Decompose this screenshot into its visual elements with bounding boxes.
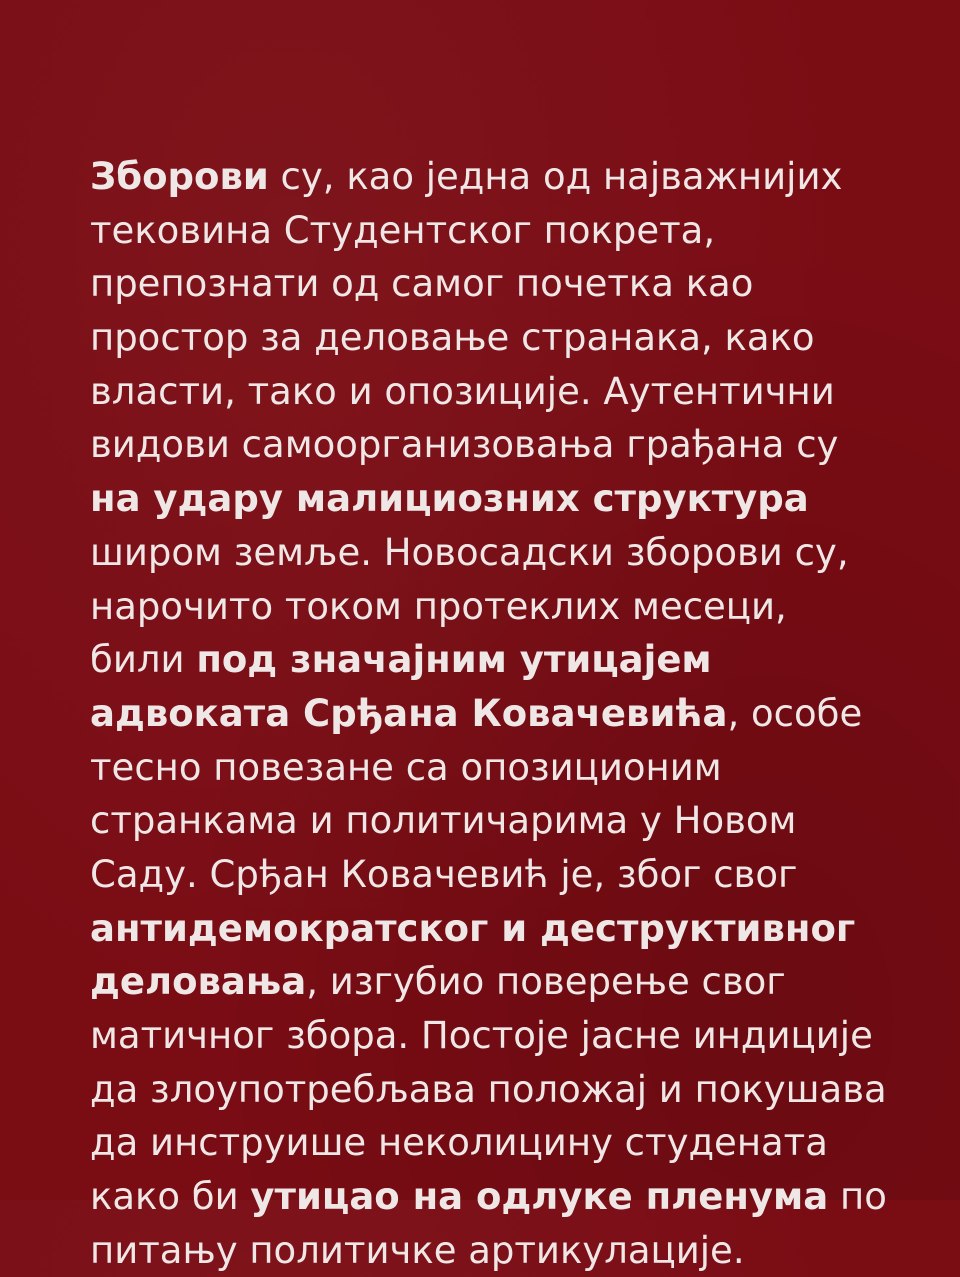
paragraph-line	[90, 365, 890, 419]
emphasized-text: утицао на одлуке пленума	[250, 1175, 829, 1219]
emphasized-text: адвоката Срђана Ковачевића	[90, 691, 728, 735]
body-text: питању политичке артикулације.	[90, 1228, 745, 1272]
emphasized-text: деловања	[90, 960, 307, 1004]
body-text: простор за деловање странака, како	[90, 316, 815, 360]
body-text: широм земље. Новосадски зборови су,	[90, 530, 849, 574]
body-text: видови самоорганизовања грађана су	[90, 423, 839, 467]
body-text: да злоупотребљава положај и покушава	[90, 1067, 887, 1111]
paragraph-line	[90, 1116, 890, 1170]
paragraph-line	[90, 794, 890, 848]
paragraph-line	[90, 1224, 890, 1277]
body-text: власти, тако и опозиције. Аутентични	[90, 369, 835, 413]
body-text: по	[828, 1175, 887, 1219]
emphasized-text: под значајним утицајем	[196, 638, 712, 682]
body-text: како би	[90, 1175, 251, 1219]
body-text: тесно повезане са опозиционим	[90, 745, 722, 789]
body-text: препознати од самог почетка као	[90, 262, 754, 306]
paragraph-line	[90, 311, 890, 365]
paragraph-line	[90, 526, 890, 580]
paragraph-line	[90, 472, 890, 526]
paragraph-line	[90, 848, 890, 902]
emphasized-text: антидемократског и деструктивног	[90, 906, 856, 950]
body-text: тековина Студентског покрета,	[90, 208, 716, 252]
body-text: матичног збора. Постоје јасне индиције	[90, 1014, 873, 1057]
body-text: Саду. Срђан Ковачевић је, због свог	[90, 852, 798, 896]
statement-paragraph	[90, 150, 890, 1277]
paragraph-line	[90, 257, 890, 311]
paragraph-line	[90, 633, 890, 687]
paragraph-line	[90, 1009, 890, 1063]
body-text: , изгубио поверење свог	[306, 960, 786, 1004]
paragraph-line	[90, 204, 890, 258]
paragraph-line	[90, 580, 890, 634]
paragraph-line	[90, 1170, 890, 1224]
body-text: били	[90, 638, 197, 682]
body-text: странкама и политичарима у Новом	[90, 799, 797, 843]
body-text: , особе	[727, 691, 863, 735]
paragraph-line	[90, 955, 890, 1009]
paragraph-line	[90, 150, 890, 204]
paragraph-line	[90, 418, 890, 472]
emphasized-text: Зборови	[90, 155, 269, 198]
body-text: нарочито током протеклих месеци,	[90, 584, 787, 628]
body-text: су, као једна од најважнијих	[268, 155, 843, 198]
paragraph-line	[90, 741, 890, 795]
body-text: да инструише неколицину студената	[90, 1121, 828, 1165]
paragraph-line	[90, 687, 890, 741]
emphasized-text: на удару малициозних структура	[90, 477, 809, 521]
paragraph-line	[90, 902, 890, 956]
paragraph-line	[90, 1063, 890, 1117]
